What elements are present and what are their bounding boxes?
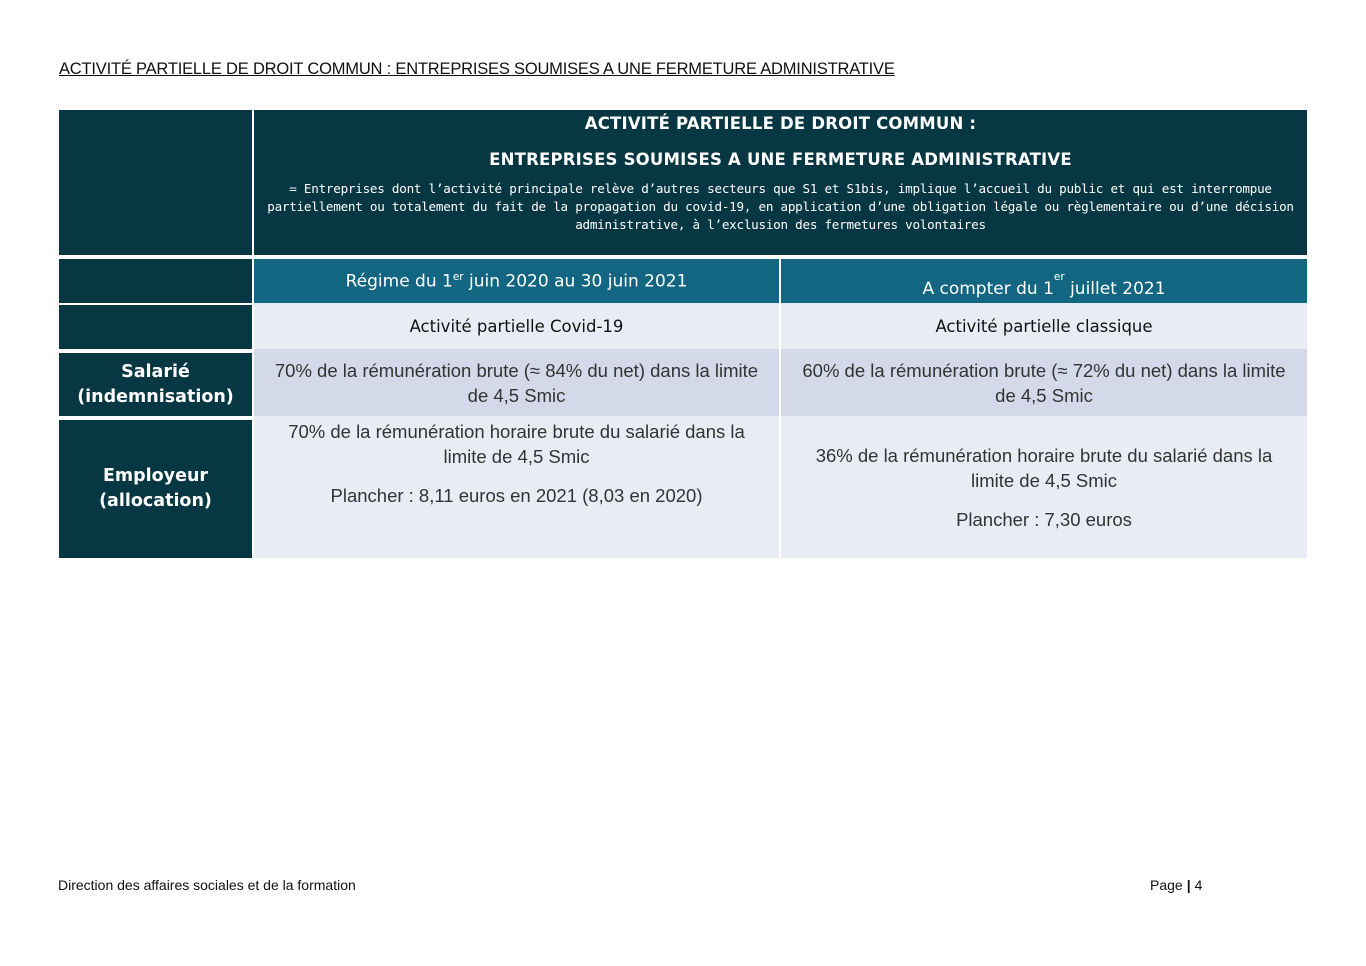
period-2-prefix: A compter du 1 <box>922 279 1054 299</box>
table-header-description: = Entreprises dont l’activité principale relève d’autres secteurs que S1 et S1bis, implique l’accueil du public et qui est interrompue partiellement ou totalement du fait de la propagation du covid-19, en application d’une obligation légale ou règlementaire ou d’une décision administrative, à l’exclusion des fermetures volontaires <box>267 181 1294 232</box>
footer-page-value: 4 <box>1194 877 1203 893</box>
footer-organization: Direction des affaires sociales et de la formation <box>58 877 356 893</box>
corner-cell <box>59 110 252 255</box>
salarie-cell-period-2: 60% de la rémunération brute (≈ 72% du net) dans la limite de 4,5 Smic <box>779 349 1307 416</box>
page-title: ACTIVITÉ PARTIELLE DE DROIT COMMUN : ENTREPRISES SOUMISES A UNE FERMETURE ADMINISTRATIVE <box>59 60 895 78</box>
table-header-title-line2: ENTREPRISES SOUMISES A UNE FERMETURE ADMINISTRATIVE <box>489 150 1072 169</box>
period-2-suffix: juillet 2021 <box>1064 279 1166 299</box>
row-label-employeur-line1: Employeur <box>102 466 209 486</box>
footer-separator: | <box>1186 877 1191 893</box>
employeur-cell-period-1-text: 70% de la rémunération horaire brute du salarié dans la limite de 4,5 Smic <box>288 421 745 467</box>
period-2-sup: er <box>1053 271 1065 283</box>
period-1-prefix: Régime du 1 <box>345 271 453 292</box>
column-header-period-2 <box>779 255 1307 303</box>
table-header-title-line1: ACTIVITÉ PARTIELLE DE DROIT COMMUN : <box>584 114 977 133</box>
column-subtitle-2: Activité partielle classique <box>779 303 1307 349</box>
row-label-salarie-line1: Salarié <box>121 361 190 382</box>
period-1-suffix: juin 2020 au 30 juin 2021 <box>463 271 688 292</box>
table-header <box>252 110 1307 255</box>
employeur-cell-period-2-text: 36% de la rémunération horaire brute du salarié dans la limite de 4,5 Smic <box>815 444 1273 491</box>
employeur-cell-period-2 <box>779 416 1307 558</box>
row-label-employeur <box>59 416 252 558</box>
footer-page-number <box>1150 877 1202 893</box>
period-1-sup: er <box>452 270 464 283</box>
empty-label-cell <box>59 255 252 303</box>
salarie-cell-period-1: 70% de la rémunération brute (≈ 84% du net) dans la limite de 4,5 Smic <box>252 349 779 416</box>
row-label-salarie <box>59 349 252 416</box>
comparison-table <box>59 110 1307 558</box>
column-subtitle-1: Activité partielle Covid-19 <box>252 303 779 349</box>
employeur-cell-period-1-floor: Plancher : 8,11 euros en 2021 (8,03 en 2020) <box>330 485 703 506</box>
empty-label-cell <box>59 303 252 349</box>
row-label-salarie-line2: (indemnisation) <box>77 386 234 407</box>
footer-page-label: Page <box>1150 877 1183 893</box>
employeur-cell-period-1 <box>252 416 779 558</box>
column-header-period-1 <box>252 255 779 303</box>
employeur-cell-period-2-floor: Plancher : 7,30 euros <box>956 508 1132 530</box>
row-label-employeur-line2: (allocation) <box>99 491 212 511</box>
